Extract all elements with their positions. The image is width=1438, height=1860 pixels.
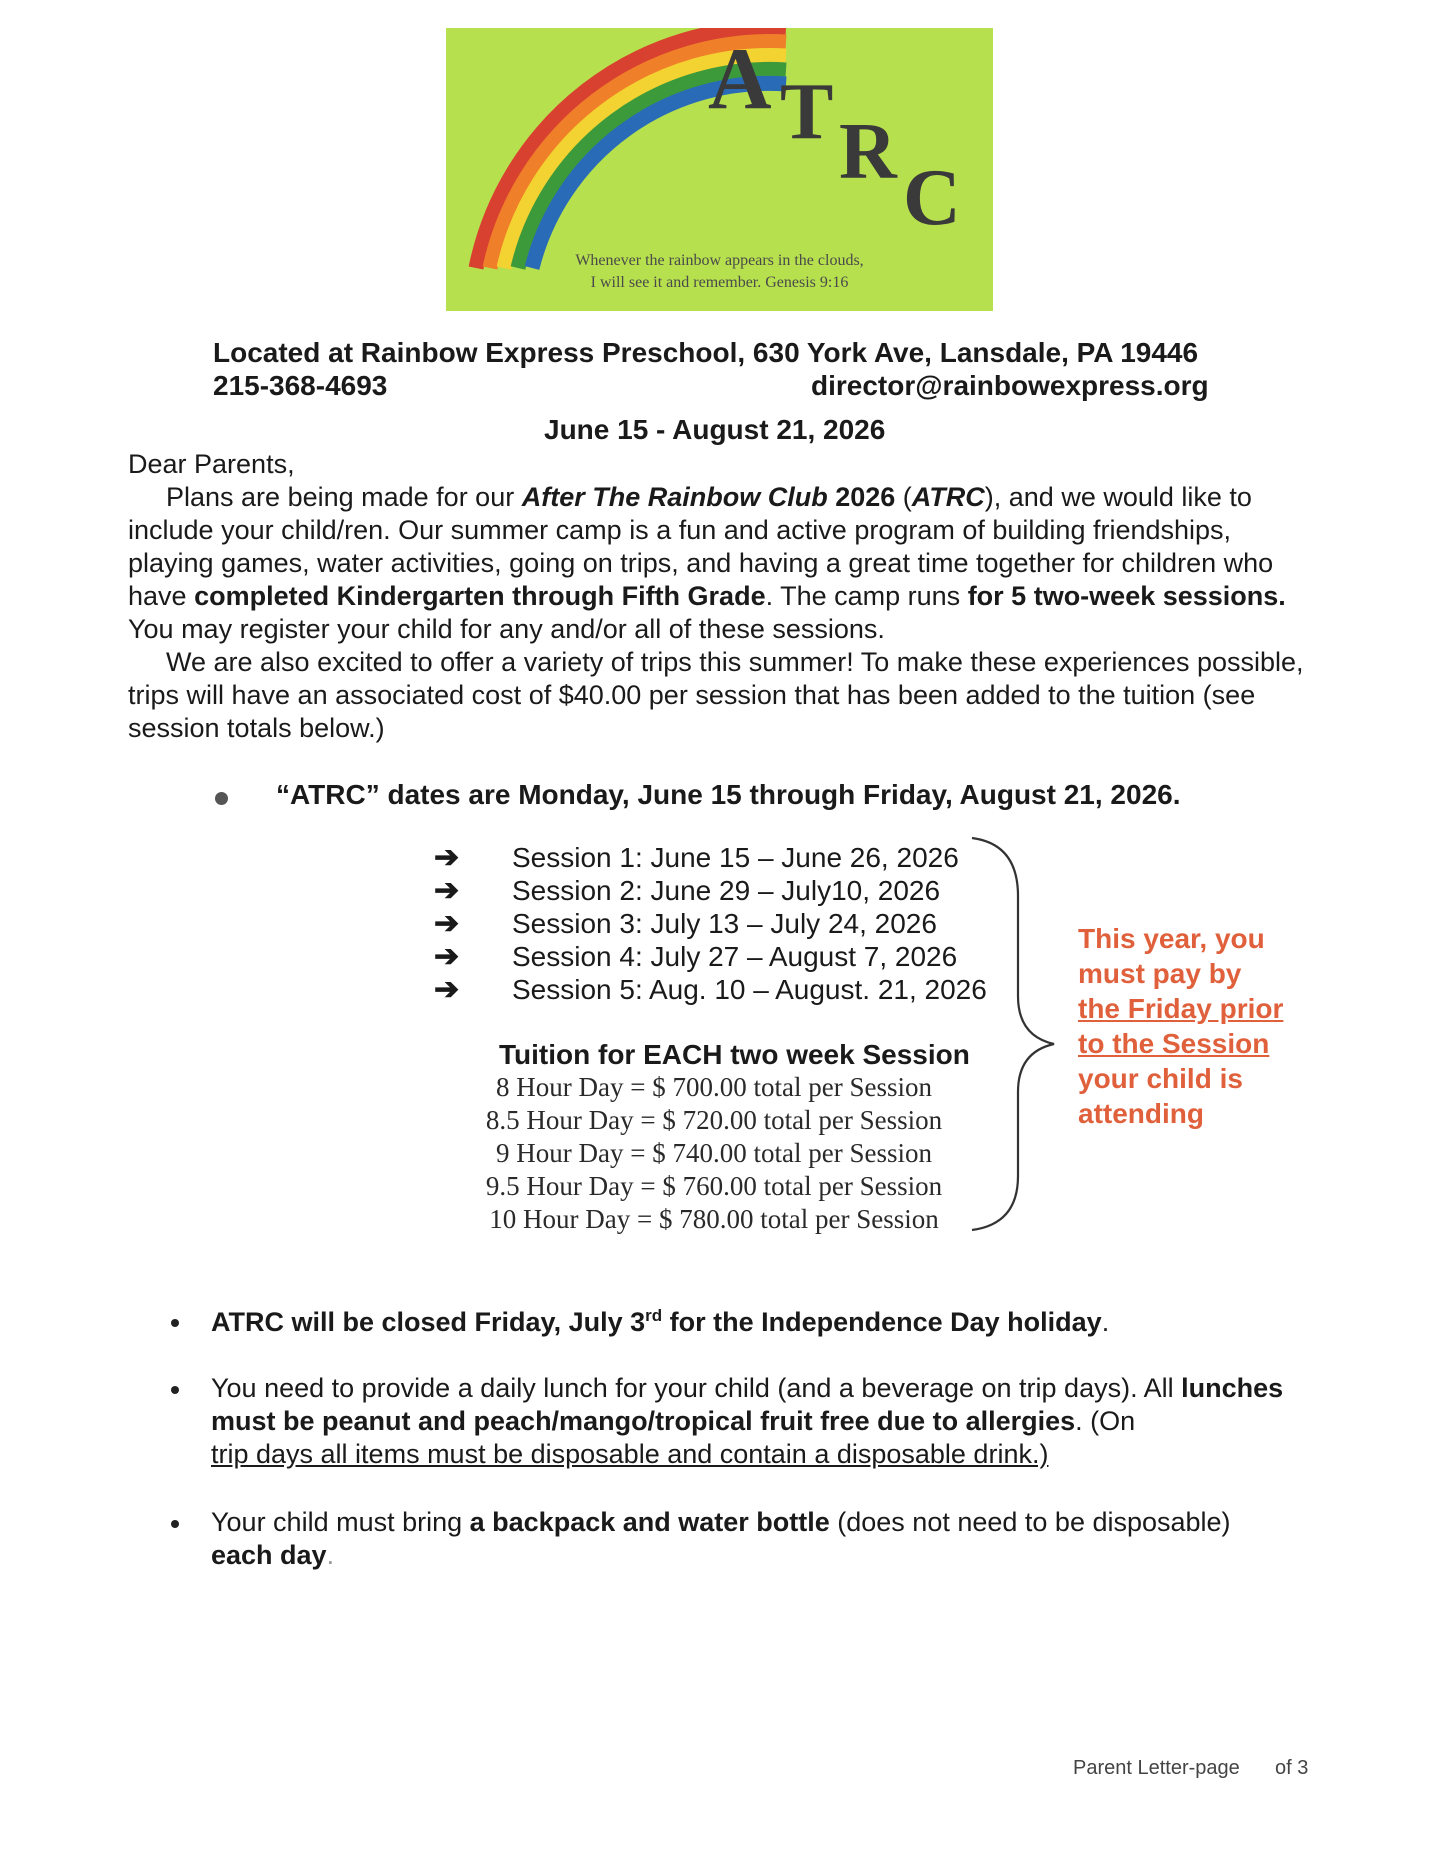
payment-note-line-6: attending [1078, 1098, 1204, 1129]
session-item-5: Session 5: Aug. 10 – August. 21, 2026 [512, 974, 987, 1005]
p1-text-2: ( [895, 482, 912, 512]
session-arrow-icon: ➔ [434, 940, 460, 973]
camp-dates-heading: June 15 - August 21, 2026 [544, 414, 886, 445]
closed-sup: rd [645, 1306, 663, 1325]
session-arrow-icon: ➔ [434, 973, 460, 1006]
lunch-trip-rule: trip days all items must be disposable and contain a disposable drink.) [211, 1439, 1049, 1469]
lunch-bullet-dot [171, 1386, 179, 1394]
club-name: After The Rainbow Club [521, 482, 828, 512]
dates-bullet-dot [215, 792, 228, 805]
logo-letter-a: A [708, 31, 772, 128]
payment-note-line-2: must pay by [1078, 958, 1242, 989]
lunch-notice [211, 1372, 1321, 1471]
curly-brace [968, 836, 1088, 1236]
backpack-text-2: (does not need to be disposable) [829, 1507, 1231, 1537]
tuition-row: 9.5 Hour Day = $ 760.00 total per Session [485, 1171, 943, 1201]
payment-note-line-3: the Friday prior [1078, 993, 1284, 1024]
tuition-row: 8 Hour Day = $ 700.00 total per Session [496, 1072, 932, 1102]
intro-paragraph [128, 481, 1308, 646]
session-item-4: Session 4: July 27 – August 7, 2026 [512, 941, 958, 972]
tuition-row: 8.5 Hour Day = $ 720.00 total per Session [485, 1105, 943, 1135]
logo-caption [446, 250, 993, 294]
p1-text-3: ), and we would like to include your child/ren. Our summer camp is a fun and active program of building friendships, playing games, water activities, going on trips, and having a great time together for children who have [128, 482, 1274, 611]
payment-note-line-1: This year, you [1078, 923, 1265, 954]
p1-text-1: Plans are being made for our [166, 482, 522, 512]
backpack-text-1: Your child must bring [211, 1507, 470, 1537]
phone-number: 215-368-4693 [213, 370, 388, 401]
grade-range: completed Kindergarten through Fifth Grade [194, 581, 766, 611]
closed-notice [211, 1306, 1321, 1339]
club-year: 2026 [827, 482, 896, 512]
session-count: for 5 two-week sessions. [967, 581, 1286, 611]
lunch-text-1: You need to provide a daily lunch for your child (and a beverage on trip days). All [211, 1373, 1182, 1403]
tuition-row: 10 Hour Day = $ 780.00 total per Session [489, 1204, 939, 1234]
closed-text-2: for the Independence Day holiday [662, 1307, 1102, 1337]
salutation: Dear Parents, [128, 449, 295, 479]
lunch-text-2: . (On [1075, 1406, 1136, 1436]
backpack-bold-1: a backpack and water bottle [469, 1507, 830, 1537]
logo-caption-line-1: Whenever the rainbow appears in the clouds, [575, 252, 864, 269]
session-arrow-icon: ➔ [434, 874, 460, 907]
session-item-1: Session 1: June 15 – June 26, 2026 [512, 842, 959, 873]
footer-page-count: of 3 [1275, 1757, 1309, 1779]
dates-bullet-text: “ATRC” dates are Monday, June 15 through Friday, August 21, 2026. [276, 779, 1181, 810]
payment-note-line-4: to the Session [1078, 1028, 1270, 1059]
backpack-text-3: . [326, 1540, 335, 1570]
backpack-bullet-dot [171, 1520, 179, 1528]
payment-note-line-5: your child is [1078, 1063, 1243, 1094]
email-address: director@rainbowexpress.org [811, 370, 1209, 401]
session-item-3: Session 3: July 13 – July 24, 2026 [512, 908, 937, 939]
p1-text-4: . The camp runs [765, 581, 968, 611]
location-line: Located at Rainbow Express Preschool, 630 York Ave, Lansdale, PA 19446 [213, 337, 1199, 368]
logo-letter-r: R [839, 108, 897, 196]
club-abbr: ATRC [911, 482, 985, 512]
p1-text-5: You may register your child for any and/or all of these sessions. [128, 614, 885, 644]
closed-text-1: ATRC will be closed Friday, July 3 [211, 1307, 646, 1337]
session-arrow-icon: ➔ [434, 907, 460, 940]
backpack-bold-2: each day [211, 1540, 327, 1570]
logo-letter-t: T [780, 68, 834, 156]
tuition-title: Tuition for EACH two week Session [499, 1039, 970, 1070]
page-footer [1073, 1757, 1240, 1780]
backpack-notice [211, 1506, 1321, 1572]
logo-letter-c: C [903, 154, 961, 242]
trips-text: We are also excited to offer a variety of trips this summer! To make these experiences possible, trips will have an associated cost of $40.00 per session that has been added to the tuition (see session totals below.) [128, 647, 1304, 743]
session-arrow-icon: ➔ [434, 841, 460, 874]
atrc-logo [446, 28, 993, 311]
trips-paragraph [128, 646, 1308, 745]
tuition-row: 9 Hour Day = $ 740.00 total per Session [496, 1138, 932, 1168]
closed-bullet-dot [171, 1319, 179, 1327]
closed-text-3: . [1101, 1307, 1110, 1337]
footer-label: Parent Letter-page [1073, 1757, 1240, 1779]
lunch-allergy-rule: lunches must be peanut and peach/mango/tropical fruit free due to allergies [211, 1373, 1284, 1436]
session-item-2: Session 2: June 29 – July10, 2026 [512, 875, 941, 906]
logo-caption-line-2: I will see it and remember. Genesis 9:16 [590, 274, 849, 291]
